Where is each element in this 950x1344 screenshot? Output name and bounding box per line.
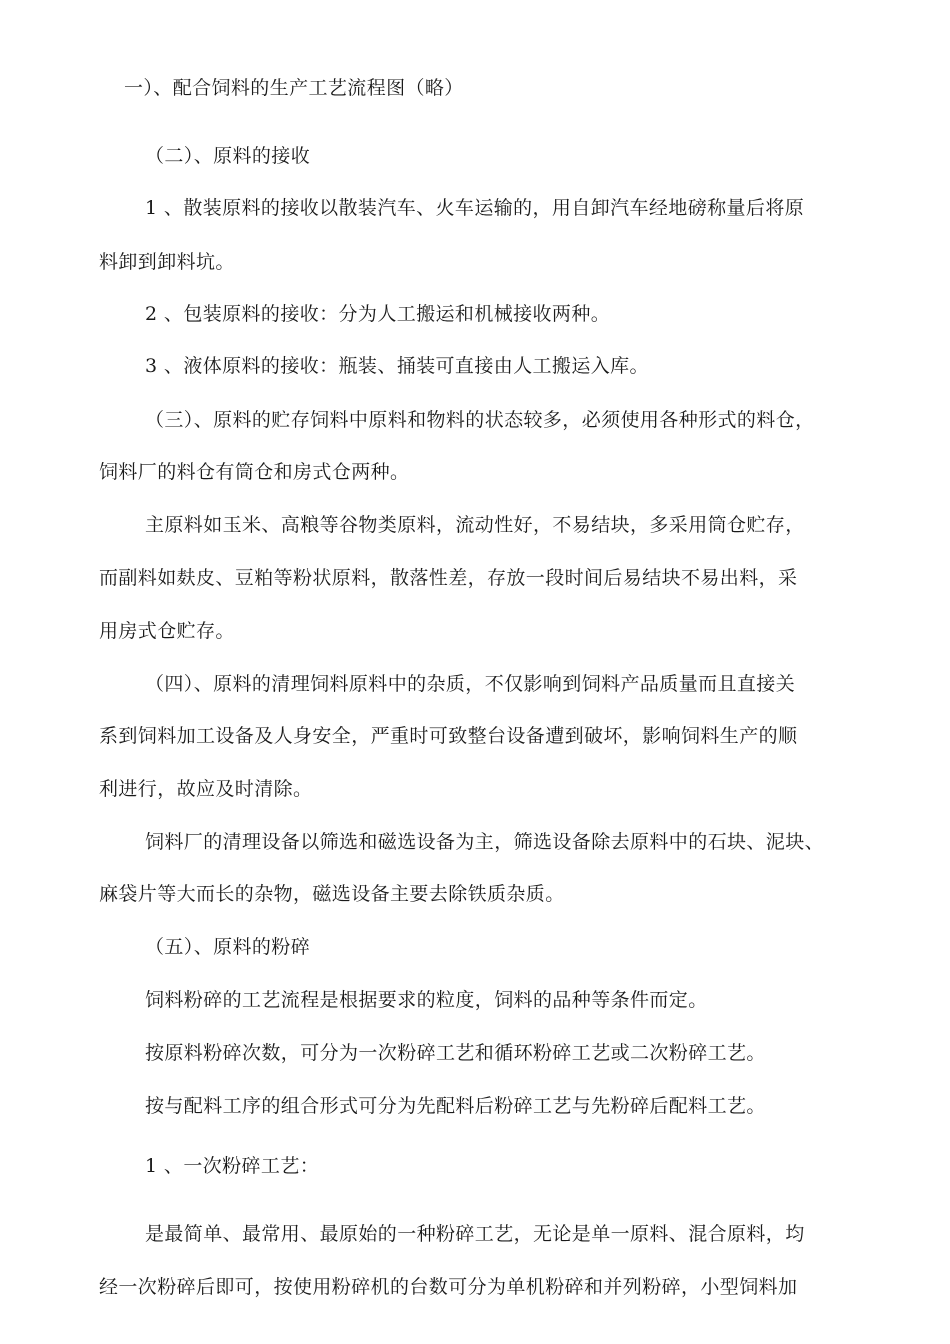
paragraph-line: 系到饲料加工设备及人身安全，严重时可致整台设备遭到破坏，影响饲料生产的顺 [99,725,798,747]
paragraph-line: 饲料厂的清理设备以筛选和磁选设备为主，筛选设备除去原料中的石块、泥块、 [145,831,825,853]
paragraph-line: 利进行，故应及时清除。 [99,778,313,800]
paragraph-line: 主原料如玉米、高粮等谷物类原料，流动性好，不易结块，多采用筒仓贮存， [145,514,805,536]
paragraph-line: 3 、液体原料的接收：瓶装、捅装可直接由人工搬运入库。 [145,355,649,377]
paragraph-line: 按原料粉碎次数，可分为一次粉碎工艺和循环粉碎工艺或二次粉碎工艺。 [145,1042,766,1064]
paragraph-line: 用房式仓贮存。 [99,620,235,642]
paragraph-line: 饲料厂的料仓有筒仓和房式仓两种。 [99,461,410,483]
heading-cleaning: （四）、原料的清理饲料原料中的杂质，不仅影响到饲料产品质量而且直接关 [145,673,796,695]
heading-single-crushing: 1 、一次粉碎工艺： [145,1155,320,1177]
paragraph-line: 经一次粉碎后即可，按使用粉碎机的台数可分为单机粉碎和并列粉碎，小型饲料加 [99,1276,798,1298]
heading-storage: （三）、原料的贮存饲料中原料和物料的状态较多，必须使用各种形式的料仓， [145,409,815,431]
paragraph-line: 2 、包装原料的接收：分为人工搬运和机械接收两种。 [145,303,611,325]
paragraph-line: 1 、散装原料的接收以散装汽车、火车运输的，用自卸汽车经地磅称量后将原 [145,197,805,219]
paragraph-line: 麻袋片等大而长的杂物，磁选设备主要去除铁质杂质。 [99,883,565,905]
heading-crushing: （五）、原料的粉碎 [145,936,311,958]
paragraph-line: 而副料如麸皮、豆粕等粉状原料，散落性差，存放一段时间后易结块不易出料，采 [99,567,798,589]
paragraph-line: 饲料粉碎的工艺流程是根据要求的粒度，饲料的品种等条件而定。 [145,989,708,1011]
paragraph-line: 按与配料工序的组合形式可分为先配料后粉碎工艺与先粉碎后配料工艺。 [145,1095,766,1117]
heading-flowchart: 一）、配合饲料的生产工艺流程图（略） [124,77,464,99]
paragraph-line: 料卸到卸料坑。 [99,251,235,273]
heading-receiving: （二）、原料的接收 [145,145,311,167]
paragraph-line: 是最简单、最常用、最原始的一种粉碎工艺，无论是单一原料、混合原料，均 [145,1223,805,1245]
